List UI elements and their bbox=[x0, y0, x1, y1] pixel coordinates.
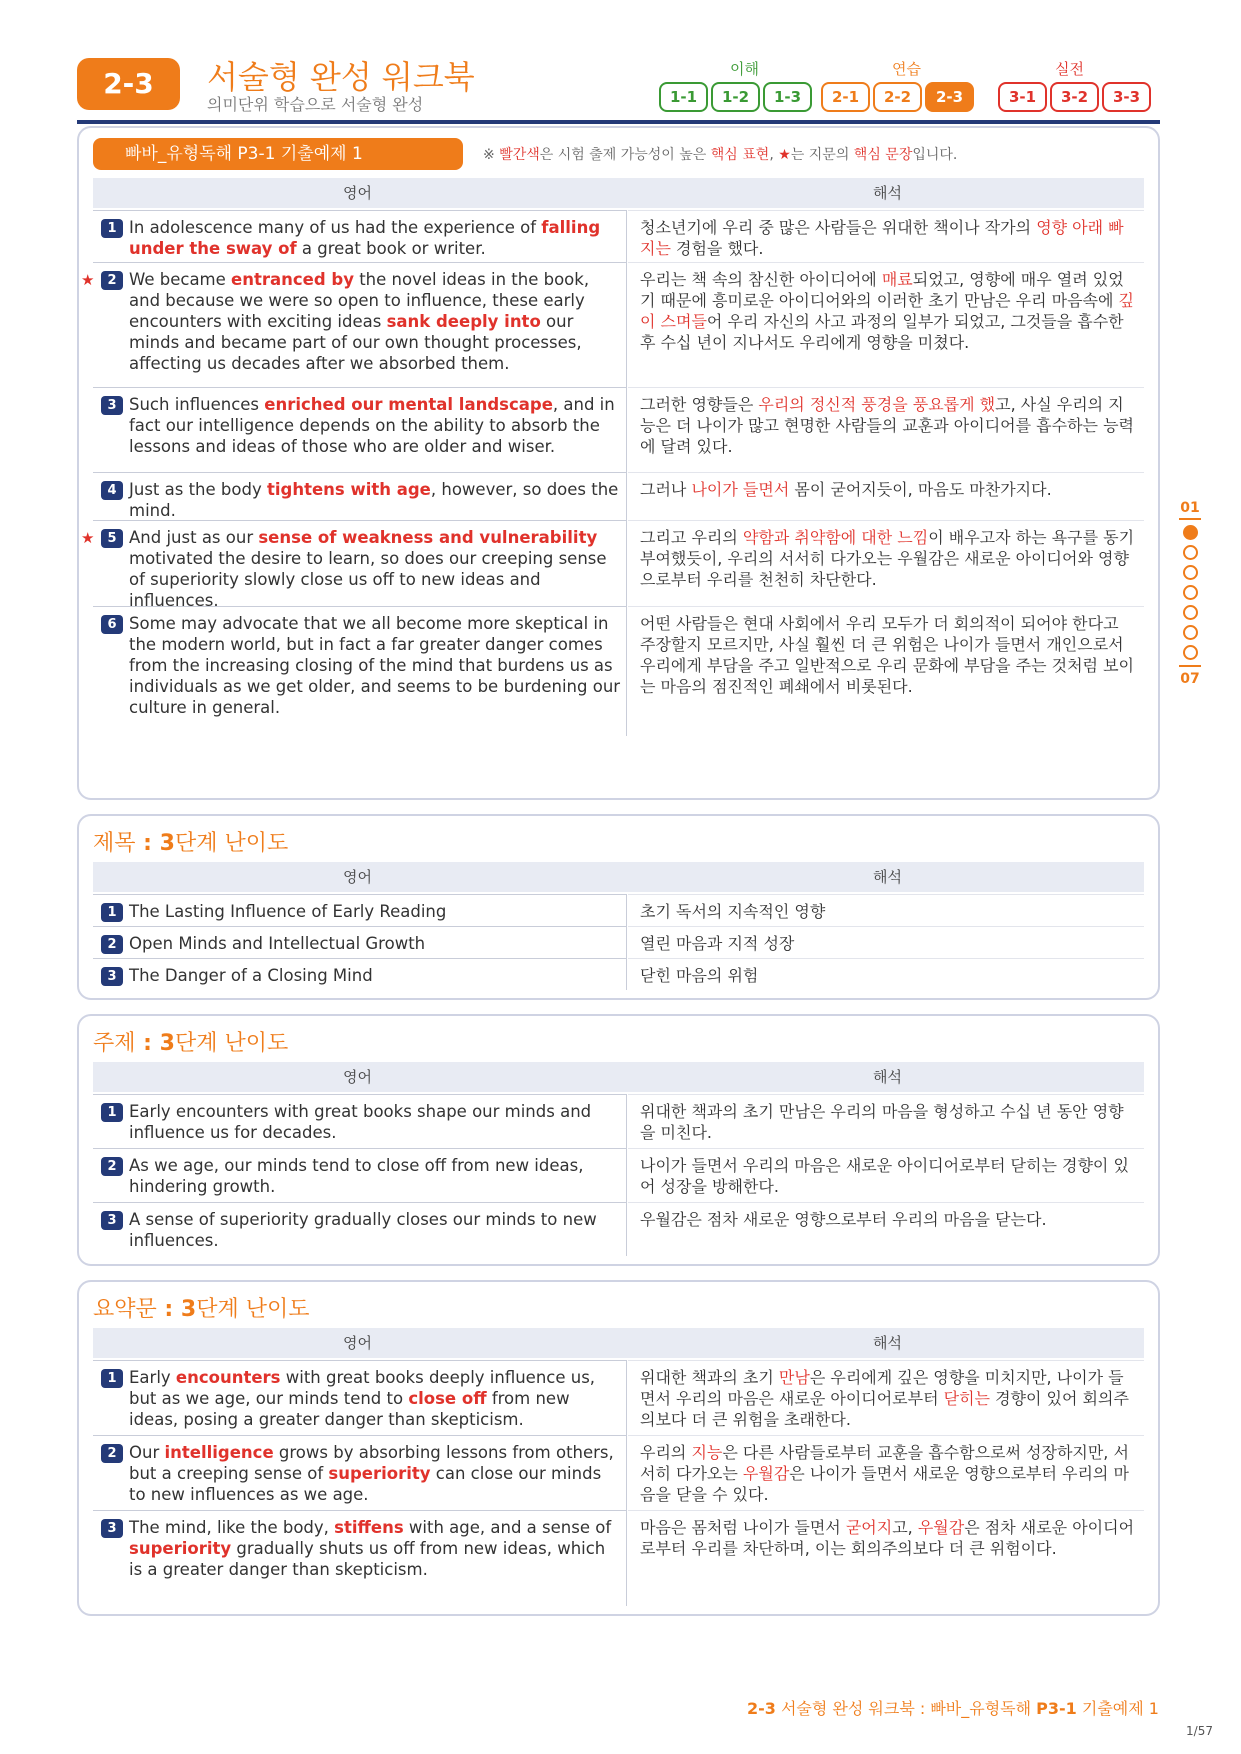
stage-button-2-2[interactable]: 2-2 bbox=[873, 82, 922, 112]
stage-button-3-1[interactable]: 3-1 bbox=[998, 82, 1047, 112]
english-cell: 1 Early encounters with great books shape our minds and influence us for decades. bbox=[93, 1094, 627, 1148]
stage-button-1-3[interactable]: 1-3 bbox=[763, 82, 812, 112]
table-header bbox=[93, 178, 1144, 208]
stage-button-1-1[interactable]: 1-1 bbox=[659, 82, 708, 112]
progress-dot[interactable] bbox=[1183, 645, 1198, 660]
title-option-row bbox=[93, 894, 1144, 926]
col-header-translation: 해석 bbox=[873, 1068, 902, 1086]
passage-row bbox=[93, 472, 1144, 520]
table-header bbox=[93, 1062, 1144, 1092]
section-title: 주제 : 3단계 난이도 bbox=[93, 1031, 289, 1056]
english-cell: 1 Early encounters with great books deeply influence us, but as we age, our minds tend to close off from new ideas, posing a greater danger than skepticism. bbox=[93, 1360, 627, 1435]
stage-label-understand: 이해 bbox=[730, 60, 759, 78]
english-cell: 2 As we age, our minds tend to close off from new ideas, hindering growth. bbox=[93, 1148, 627, 1202]
translation-cell: 그러한 영향들은 우리의 정신적 풍경을 풍요롭게 했고, 사실 우리의 지능은 더 나이가 많고 현명한 사람들의 교훈과 아이디어를 흡수하는 능력에 달려 있다. bbox=[628, 387, 1144, 472]
page-footer: 2-3 서술형 완성 워크북 : 빠바_유형독해 P3-1 기출예제 1 bbox=[746, 1699, 1159, 1718]
english-cell: 3 The mind, like the body, stiffens with age, and a sense of superiority gradually shuts us off from new ideas, which is a greater danger than skepticism. bbox=[93, 1510, 627, 1606]
header-divider bbox=[77, 120, 1160, 124]
passage-row bbox=[93, 210, 1144, 262]
title-option-row bbox=[93, 926, 1144, 958]
topic-option-row bbox=[93, 1094, 1144, 1148]
sentence-number: 5 bbox=[101, 529, 123, 548]
english-cell: 6 Some may advocate that we all become more skeptical in the modern world, but in fact a far greater danger comes from the increasing closing of the mind that burdens us as individuals as we get older, and seems to be burdening our culture in general. bbox=[93, 606, 627, 736]
summary-option-row bbox=[93, 1435, 1144, 1510]
translation-cell: 닫힌 마음의 위험 bbox=[628, 958, 1144, 990]
topic-option-row bbox=[93, 1202, 1144, 1256]
page-title: 서술형 완성 워크북 bbox=[207, 58, 475, 96]
progress-dot[interactable] bbox=[1183, 605, 1198, 620]
progress-dot[interactable] bbox=[1183, 585, 1198, 600]
topic-option-row bbox=[93, 1148, 1144, 1202]
title-panel bbox=[77, 814, 1160, 1000]
stage-button-2-1[interactable]: 2-1 bbox=[821, 82, 870, 112]
sentence-number: 3 bbox=[101, 396, 123, 415]
translation-cell: 열린 마음과 지적 성장 bbox=[628, 926, 1144, 958]
option-number: 1 bbox=[101, 903, 123, 922]
unit-badge: 2-3 bbox=[77, 58, 180, 110]
highlight-notice: ※ 빨간색은 시험 출제 가능성이 높은 핵심 표현, ★는 지문의 핵심 문장입니다. bbox=[483, 147, 958, 163]
col-header-english: 영어 bbox=[343, 868, 372, 886]
section-title: 요약문 : 3단계 난이도 bbox=[93, 1297, 310, 1322]
option-number: 2 bbox=[101, 1444, 123, 1463]
option-number: 3 bbox=[101, 1211, 123, 1230]
translation-cell: 초기 독서의 지속적인 영향 bbox=[628, 894, 1144, 926]
summary-panel bbox=[77, 1280, 1160, 1616]
col-header-translation: 해석 bbox=[873, 868, 902, 886]
stage-button-2-3[interactable]: 2-3 bbox=[925, 82, 974, 112]
table-header bbox=[93, 862, 1144, 892]
passage-row bbox=[93, 387, 1144, 472]
sentence-number: 2 bbox=[101, 271, 123, 290]
passage-row bbox=[81, 520, 1144, 610]
translation-cell: 나이가 들면서 우리의 마음은 새로운 아이디어로부터 닫히는 경향이 있어 성장을 방해한다. bbox=[628, 1148, 1144, 1202]
stage-button-3-2[interactable]: 3-2 bbox=[1050, 82, 1099, 112]
english-cell: 1 The Lasting Influence of Early Reading bbox=[93, 894, 627, 926]
translation-cell: 우리의 지능은 다른 사람들로부터 교훈을 흡수함으로써 성장하지만, 서서히 다가오는 우월감은 나이가 들면서 새로운 영향으로부터 우리의 마음을 닫을 수 있다. bbox=[628, 1435, 1144, 1510]
stage-label-practice: 연습 bbox=[892, 60, 921, 78]
stage-button-3-3[interactable]: 3-3 bbox=[1102, 82, 1151, 112]
english-cell: 3 The Danger of a Closing Mind bbox=[93, 958, 627, 990]
title-option-row bbox=[93, 958, 1144, 990]
translation-cell: 그리고 우리의 약함과 취약함에 대한 느낌이 배우고자 하는 욕구를 동기부여했듯이, 우리의 서서히 다가오는 우월감은 새로운 아이디어와 영향으로부터 우리를 천천히 차단한다. bbox=[628, 520, 1144, 606]
passage-source-pill: 빠바_유형독해 P3-1 기출예제 1 bbox=[93, 138, 463, 170]
nav-divider bbox=[1179, 665, 1201, 667]
translation-cell: 우리는 책 속의 참신한 아이디어에 매료되었고, 영향에 매우 열려 있었기 때문에 흥미로운 아이디어와의 이러한 초기 만남은 우리 마음속에 깊이 스며들어 우리 자신의 사고 과정의 일부가 되었고, 그것들을 흡수한 후 수십 년이 지나서도 우리에게 영향을 미쳤다. bbox=[628, 262, 1144, 387]
page-number: 1/57 bbox=[1186, 1724, 1213, 1738]
english-cell: 2 Open Minds and Intellectual Growth bbox=[93, 926, 627, 958]
section-title: 제목 : 3단계 난이도 bbox=[93, 831, 289, 856]
summary-option-row bbox=[93, 1510, 1144, 1606]
progress-dot[interactable] bbox=[1183, 565, 1198, 580]
sentence-number: 4 bbox=[101, 481, 123, 500]
option-number: 2 bbox=[101, 935, 123, 954]
translation-cell: 어떤 사람들은 현대 사회에서 우리 모두가 더 회의적이 되어야 한다고 주장할지 모르지만, 사실 훨씬 더 큰 위험은 나이가 들면서 개인으로서 우리에게 부담을 주고 일반적으로 우리 문화에 부담을 주는 것처럼 보이는 마음의 점진적인 폐쇄에서 비롯된다. bbox=[628, 606, 1144, 736]
progress-dot[interactable] bbox=[1183, 625, 1198, 640]
topic-panel bbox=[77, 1014, 1160, 1266]
sentence-number: 1 bbox=[101, 219, 123, 238]
col-header-english: 영어 bbox=[343, 1068, 372, 1086]
english-cell: 2 Our intelligence grows by absorbing lessons from others, but a creeping sense of superiority can close our minds to new influences as we age. bbox=[93, 1435, 627, 1510]
nav-start-number: 01 bbox=[1180, 500, 1200, 516]
translation-cell: 마음은 몸처럼 나이가 들면서 굳어지고, 우월감은 점차 새로운 아이디어로부터 우리를 차단하며, 이는 회의주의보다 더 큰 위험이다. bbox=[628, 1510, 1144, 1606]
progress-dot-active[interactable] bbox=[1183, 525, 1198, 540]
side-progress-nav bbox=[1177, 500, 1203, 687]
stage-label-actual: 실전 bbox=[1055, 60, 1084, 78]
passage-row bbox=[81, 262, 1144, 387]
nav-end-number: 07 bbox=[1180, 671, 1200, 687]
stage-button-1-2[interactable]: 1-2 bbox=[711, 82, 760, 112]
nav-divider bbox=[1179, 518, 1201, 520]
english-cell: 3 Such influences enriched our mental landscape, and in fact our intelligence depends on the ability to absorb the lessons and ideas of those who are older and wiser. bbox=[93, 387, 627, 472]
sentence-number: 6 bbox=[101, 615, 123, 634]
table-header bbox=[93, 1328, 1144, 1358]
english-cell: 3 A sense of superiority gradually closes our minds to new influences. bbox=[93, 1202, 627, 1256]
key-sentence-star: ★ bbox=[81, 271, 95, 289]
col-header-english: 영어 bbox=[343, 1334, 372, 1352]
english-cell: ★ 5 And just as our sense of weakness and vulnerability motivated the desire to learn, so does our creeping sense of superiority slowly close us off to new ideas and influences. bbox=[93, 520, 627, 606]
passage-panel bbox=[77, 126, 1160, 800]
translation-cell: 위대한 책과의 초기 만남은 우리의 마음을 형성하고 수십 년 동안 영향을 미친다. bbox=[628, 1094, 1144, 1148]
translation-cell: 청소년기에 우리 중 많은 사람들은 위대한 책이나 작가의 영향 아래 빠지는 경험을 했다. bbox=[628, 210, 1144, 262]
col-header-translation: 해석 bbox=[873, 184, 902, 202]
summary-option-row bbox=[93, 1360, 1144, 1435]
option-number: 1 bbox=[101, 1103, 123, 1122]
col-header-english: 영어 bbox=[343, 184, 372, 202]
page-subtitle: 의미단위 학습으로 서술형 완성 bbox=[207, 95, 424, 114]
translation-cell: 그러나 나이가 들면서 몸이 굳어지듯이, 마음도 마찬가지다. bbox=[628, 472, 1144, 520]
passage-row bbox=[93, 606, 1144, 736]
english-cell: 4 Just as the body tightens with age, however, so does the mind. bbox=[93, 472, 627, 520]
english-cell: ★ 2 We became entranced by the novel ideas in the book, and because we were so open to influence, these early encounters with exciting ideas sank deeply into our minds and became part of our own thought processes, affecting us decades after we absorbed them. bbox=[93, 262, 627, 387]
option-number: 1 bbox=[101, 1369, 123, 1388]
stage-group-understand bbox=[659, 82, 812, 112]
english-cell: 1 In adolescence many of us had the experience of falling under the sway of a great book or writer. bbox=[93, 210, 627, 262]
key-sentence-star: ★ bbox=[81, 529, 95, 547]
progress-dot[interactable] bbox=[1183, 545, 1198, 560]
translation-cell: 위대한 책과의 초기 만남은 우리에게 깊은 영향을 미치지만, 나이가 들면서 우리의 마음은 새로운 아이디어로부터 닫히는 경향이 있어 회의주의보다 더 큰 위험을 초래한다. bbox=[628, 1360, 1144, 1435]
col-header-translation: 해석 bbox=[873, 1334, 902, 1352]
option-number: 2 bbox=[101, 1157, 123, 1176]
option-number: 3 bbox=[101, 967, 123, 986]
option-number: 3 bbox=[101, 1519, 123, 1538]
translation-cell: 우월감은 점차 새로운 영향으로부터 우리의 마음을 닫는다. bbox=[628, 1202, 1144, 1256]
stage-group-practice bbox=[821, 82, 974, 112]
stage-group-actual bbox=[998, 82, 1151, 112]
page-header bbox=[77, 52, 1160, 124]
